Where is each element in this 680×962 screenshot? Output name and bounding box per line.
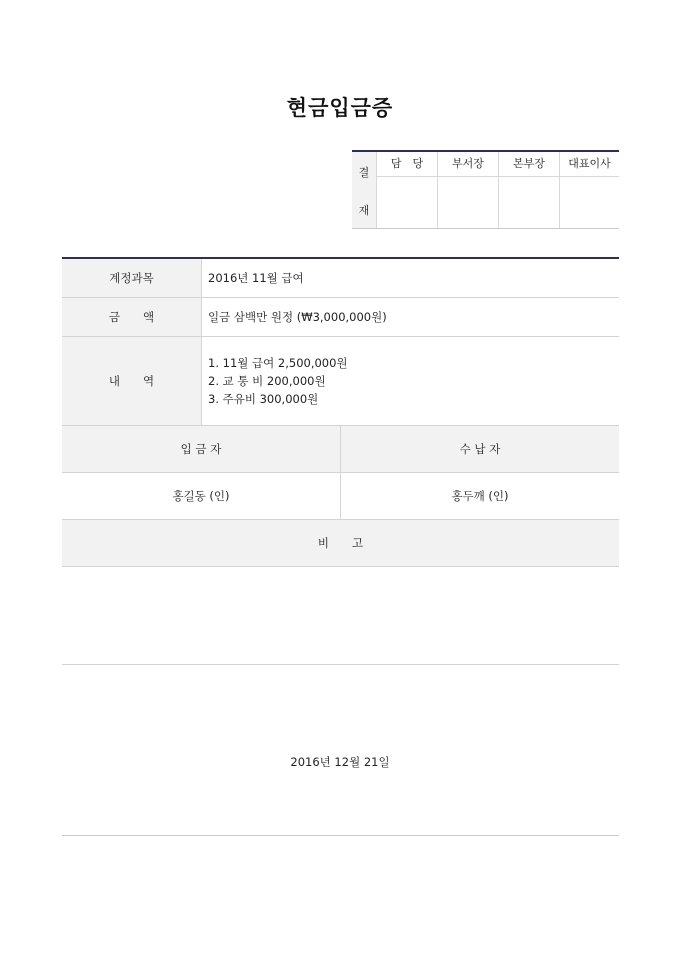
detail-line: 3. 주유비 300,000원 bbox=[208, 392, 319, 406]
detail-row bbox=[62, 337, 619, 426]
remarks-content-row bbox=[62, 567, 619, 665]
approval-side-bottom: 재 bbox=[358, 204, 370, 217]
amount-value: 일금 삼백만 원정 (₩3,000,000원) bbox=[208, 310, 387, 324]
account-value-cell bbox=[208, 259, 619, 297]
approval-col-label: 대표이사 bbox=[560, 152, 619, 177]
detail-label: 내 역 bbox=[62, 337, 202, 425]
bottom-divider bbox=[62, 835, 619, 836]
deposit-table bbox=[62, 257, 619, 665]
document-title: 현금입금증 bbox=[286, 96, 394, 120]
remarks-header-row bbox=[62, 520, 619, 567]
detail-line: 1. 11월 급여 2,500,000원 bbox=[208, 356, 348, 370]
account-row bbox=[62, 259, 619, 298]
approval-col-label: 담 당 bbox=[377, 152, 437, 177]
issue-date: 2016년 12월 21일 bbox=[290, 755, 390, 769]
depositor-label: 입 금 자 bbox=[62, 426, 341, 472]
approval-side-top: 결 bbox=[358, 166, 370, 179]
depositor-value: 홍길동 (인) bbox=[62, 473, 341, 519]
detail-line: 2. 교 통 비 200,000원 bbox=[208, 374, 326, 388]
amount-label: 금 액 bbox=[62, 298, 202, 336]
parties-header-row bbox=[62, 426, 619, 473]
parties-value-row bbox=[62, 473, 619, 520]
account-label: 계정과목 bbox=[62, 259, 202, 297]
approval-col-division-head bbox=[499, 152, 560, 228]
remarks-label: 비 고 bbox=[317, 536, 364, 550]
approval-col-ceo bbox=[560, 152, 619, 228]
account-value: 2016년 11월 급여 bbox=[208, 271, 304, 285]
approval-col-manager bbox=[377, 152, 438, 228]
receiver-label: 수 납 자 bbox=[459, 442, 501, 456]
approval-col-label: 본부장 bbox=[499, 152, 559, 177]
detail-value-cell bbox=[208, 337, 619, 425]
receiver-value: 홍두깨 (인) bbox=[451, 489, 509, 503]
approval-box bbox=[352, 150, 619, 229]
approval-col-dept-head bbox=[438, 152, 499, 228]
amount-row bbox=[62, 298, 619, 337]
approval-side-label bbox=[352, 152, 377, 228]
amount-value-cell bbox=[208, 298, 619, 336]
approval-col-label: 부서장 bbox=[438, 152, 498, 177]
